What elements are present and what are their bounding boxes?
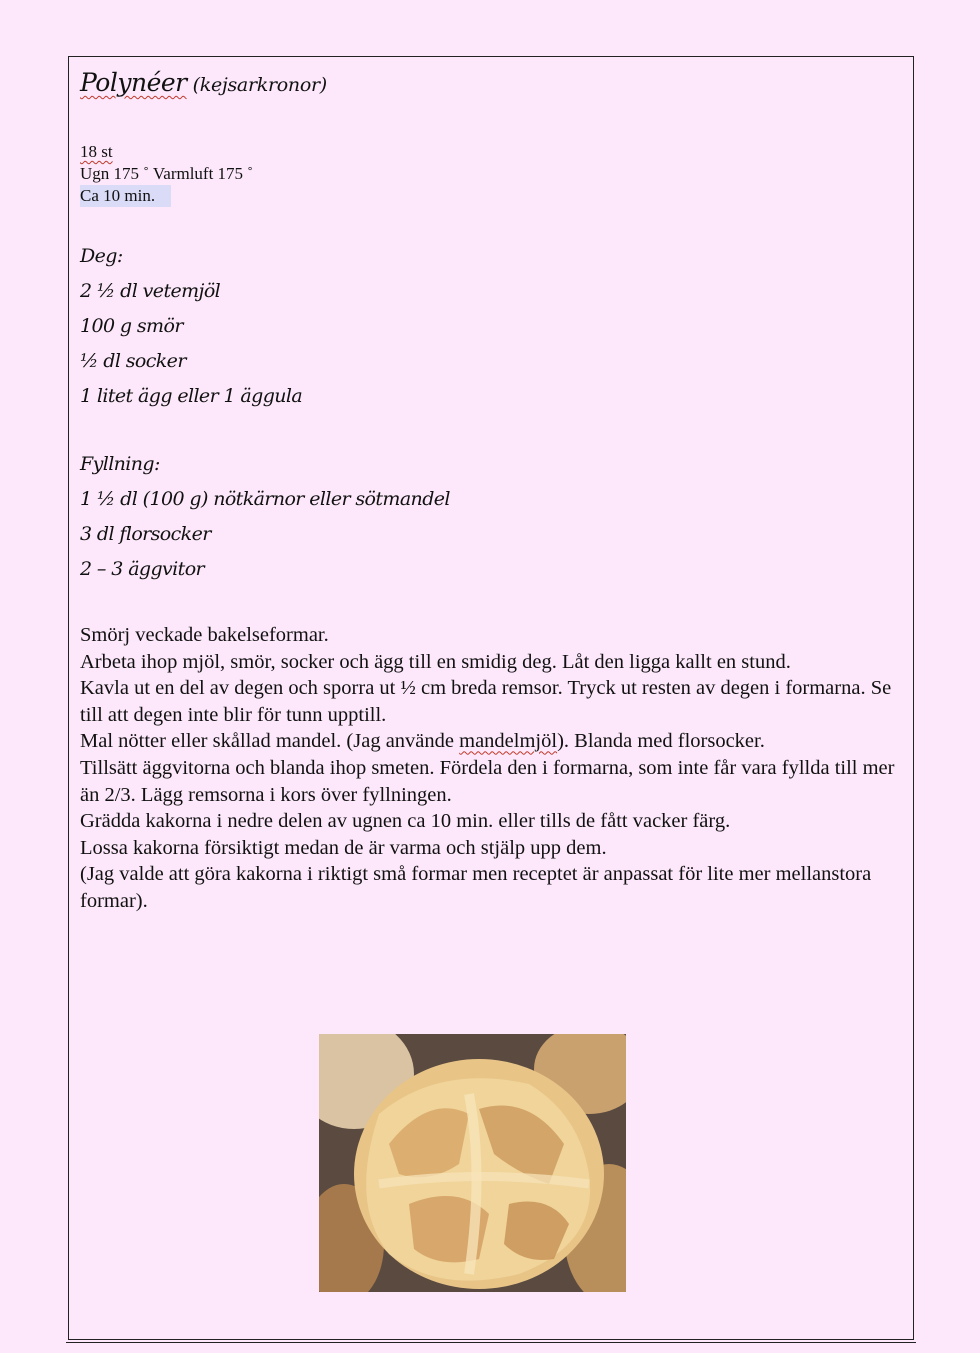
filling-heading: Fyllning: — [80, 453, 160, 475]
recipe-meta — [80, 141, 253, 207]
oven-temperature: Ugn 175 ˚ Varmluft 175 ˚ — [80, 164, 253, 183]
yield-count: 18 st — [80, 142, 113, 161]
instruction-step: Kavla ut en del av degen och sporra ut ½ cm breda remsor. Tryck ut resten av degen i formarna. Se till att degen inte blir för tunn upptill. — [80, 677, 892, 726]
title-subtitle: (kejsarkronor) — [192, 74, 327, 96]
filling-section — [80, 447, 450, 587]
instruction-step: Smörj veckade bakelseformar. — [80, 624, 329, 646]
title-main: Polynéer — [80, 68, 187, 97]
dough-item: ½ dl socker — [80, 350, 186, 372]
filling-item: 1 ½ dl (100 g) nötkärnor eller sötmandel — [80, 488, 450, 510]
instruction-step: Mal nötter eller skållad mandel. (Jag använde mandelmjöl). Blanda med florsocker. — [80, 730, 765, 753]
instruction-step: (Jag valde att göra kakorna i riktigt små formar men receptet är anpassat för lite mer mellanstora formar). — [80, 863, 872, 912]
misspelled-word: mandelmjöl — [459, 730, 558, 753]
instruction-step: Lossa kakorna försiktigt medan de är varma och stjälp upp dem. — [80, 836, 607, 859]
filling-item: 2 – 3 äggvitor — [80, 558, 205, 580]
dough-item: 100 g smör — [80, 315, 183, 337]
instructions — [80, 622, 910, 915]
dough-heading: Deg: — [80, 245, 123, 267]
dough-section — [80, 239, 302, 414]
dough-item: 1 litet ägg eller 1 äggula — [80, 385, 303, 407]
baking-time: Ca 10 min. — [80, 185, 171, 207]
instruction-step: Arbeta ihop mjöl, smör, socker och ägg till en smidig deg. Låt den ligga kallt en stund. — [80, 650, 791, 673]
cookie-photo — [319, 1034, 626, 1292]
cookie-illustration — [319, 1034, 626, 1292]
recipe-title — [80, 68, 327, 97]
dough-item: 2 ½ dl vetemjöl — [80, 280, 221, 302]
instruction-step: Grädda kakorna i nedre delen av ugnen ca 10 min. eller tills de fått vacker färg. — [80, 810, 731, 833]
filling-item: 3 dl florsocker — [80, 523, 211, 545]
instruction-step: Tillsätt äggvitorna och blanda ihop smeten. Fördela den i formarna, som inte får vara fyllda till mer än 2/3. Lägg remsorna i kors över fyllningen. — [80, 756, 895, 806]
